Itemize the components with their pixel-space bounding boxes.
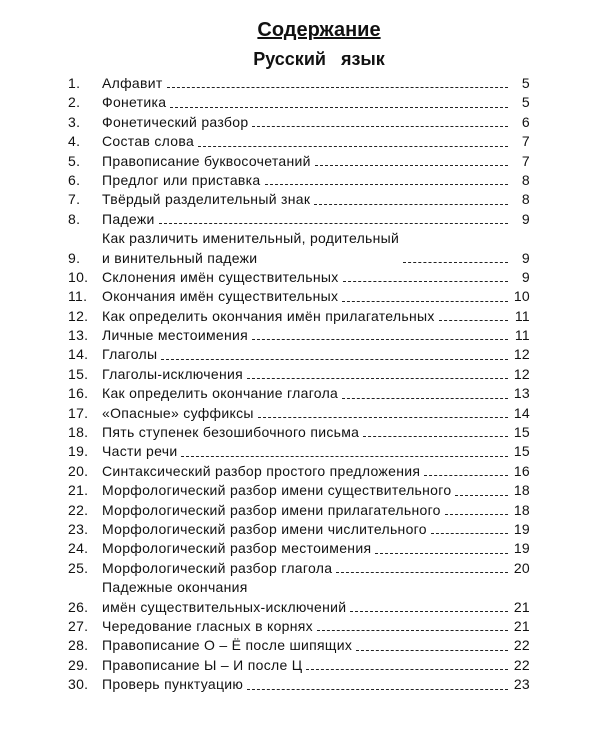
leader-line (315, 165, 508, 166)
toc-entry-body (102, 171, 530, 190)
toc-entry-title (102, 152, 311, 171)
toc-list (68, 74, 530, 695)
toc-entry-body (102, 481, 530, 500)
toc-entry-title-line: Окончания имён существительных (102, 288, 339, 305)
toc-entry-title (102, 132, 194, 151)
toc-entry-number: 9. (68, 249, 81, 266)
toc-entry-number: 6. (68, 171, 81, 188)
leader-line (167, 87, 508, 88)
toc-entry-body (102, 578, 530, 617)
toc-entry-title-line: Правописание буквосочетаний (102, 152, 311, 169)
toc-entry-body (102, 268, 530, 287)
leader-line (363, 436, 508, 437)
toc-entry-title-line: «Опасные» суффиксы (102, 404, 254, 421)
toc-entry-number: 5. (68, 152, 81, 169)
toc-entry-page-number: 11 (514, 327, 530, 344)
toc-entry-title (102, 268, 339, 287)
toc-entry-title (102, 229, 399, 268)
toc-entry-title-line: Падежи (102, 210, 155, 227)
toc-entry-title-line: Предлог или приставка (102, 171, 261, 188)
toc-entry-title-line: Фонетический разбор (102, 113, 249, 130)
toc-entry-title-line: Пять ступенек безошибочного письма (102, 424, 360, 441)
toc-entry-title-line: Как определить окончание глагола (102, 385, 339, 402)
leader-line (455, 495, 508, 496)
toc-entry-title (102, 287, 338, 306)
toc-entry-body (102, 423, 530, 442)
toc-entry-number: 10. (68, 268, 89, 285)
toc-entry-title (102, 520, 427, 539)
leader-line (170, 107, 508, 108)
toc-entry-title (102, 326, 248, 345)
toc-entry-title-line: Правописание Ы – И после Ц (102, 656, 303, 673)
toc-entry-number: 30. (68, 676, 89, 693)
toc-entry (68, 636, 530, 655)
toc-entry-page-number: 18 (513, 482, 530, 499)
toc-entry-body (102, 152, 530, 171)
toc-entry-body (102, 132, 530, 151)
toc-entry-title-line: Глаголы-исключения (102, 365, 243, 382)
toc-entry (68, 384, 530, 403)
toc-entry-page-number: 23 (513, 676, 530, 693)
toc-entry-title-line: Морфологический разбор имени прилагательного (102, 501, 441, 518)
toc-entry (68, 656, 530, 675)
leader-line (317, 630, 508, 631)
toc-entry-number: 25. (68, 559, 89, 576)
toc-entry-number: 1. (68, 74, 81, 91)
leader-line (336, 572, 508, 573)
toc-entry-title (102, 617, 313, 636)
toc-entry-number: 23. (68, 520, 89, 537)
toc-entry-title (102, 345, 157, 364)
toc-entry-body (102, 539, 530, 558)
toc-entry-title-line: Глаголы (102, 346, 158, 363)
toc-entry-body (102, 656, 530, 675)
toc-entry-page-number: 14 (513, 404, 530, 421)
toc-entry-page-number: 16 (513, 462, 530, 479)
toc-entry-body (102, 462, 530, 481)
toc-entry-page-number: 9 (521, 268, 530, 285)
toc-entry-title-line: Морфологический разбор глагола (102, 559, 333, 576)
toc-entry-title-line: Падежные окончания (102, 579, 248, 596)
toc-entry-page-number: 5 (521, 74, 530, 91)
toc-entry-body (102, 404, 530, 423)
toc-entry (68, 578, 530, 617)
toc-entry-number: 17. (68, 404, 89, 421)
toc-entry-body (102, 210, 530, 229)
toc-entry (68, 190, 530, 209)
leader-line (356, 650, 508, 651)
toc-entry-title (102, 404, 254, 423)
toc-entry (68, 520, 530, 539)
toc-entry-title-line: Синтаксический разбор простого предложения (102, 462, 421, 479)
toc-entry-body (102, 501, 530, 520)
toc-entry-title-line: Правописание О – Ё после шипящих (102, 637, 353, 654)
leader-line (247, 689, 508, 690)
toc-entry-title-line: Склонения имён существительных (102, 268, 339, 285)
page-title: Содержание (257, 19, 381, 41)
toc-entry-number: 4. (68, 133, 81, 150)
toc-entry-number: 15. (68, 365, 89, 382)
toc-entry (68, 132, 530, 151)
toc-entry-body (102, 326, 530, 345)
toc-entry-number: 18. (68, 424, 89, 441)
leader-line (306, 669, 508, 670)
leader-line (445, 514, 508, 515)
toc-entry-title-line: Твёрдый разделительный знак (102, 191, 311, 208)
toc-entry-title-line: Состав слова (102, 133, 195, 150)
toc-entry-number: 24. (68, 540, 89, 557)
leader-line (342, 398, 508, 399)
toc-entry-title (102, 93, 166, 112)
leader-line (431, 533, 508, 534)
toc-entry-title (102, 113, 248, 132)
toc-entry-title-line: Чередование гласных в корнях (102, 617, 313, 634)
toc-entry-title (102, 384, 338, 403)
toc-entry (68, 287, 530, 306)
toc-entry-page-number: 9 (521, 249, 530, 266)
toc-entry-title-line: Фонетика (102, 94, 167, 111)
toc-entry-number: 8. (68, 210, 81, 227)
toc-entry-body (102, 636, 530, 655)
toc-entry-number: 2. (68, 94, 81, 111)
toc-entry-body (102, 384, 530, 403)
toc-entry-title (102, 656, 302, 675)
toc-entry-page-number: 10 (513, 288, 530, 305)
leader-line (198, 146, 508, 147)
toc-entry-page-number: 8 (521, 191, 530, 208)
toc-entry-title-line: Личные местоимения (102, 327, 248, 344)
toc-entry-number: 28. (68, 637, 89, 654)
toc-entry (68, 326, 530, 345)
leader-line (252, 339, 508, 340)
toc-entry (68, 93, 530, 112)
leader-line (314, 204, 508, 205)
toc-entry (68, 675, 530, 694)
toc-entry-body (102, 74, 530, 93)
toc-entry-body (102, 229, 530, 268)
toc-entry-body (102, 365, 530, 384)
toc-entry-title-line: Морфологический разбор имени числительного (102, 520, 427, 537)
section-subtitle: Русский язык (253, 49, 385, 69)
toc-entry-page-number: 15 (513, 443, 530, 460)
toc-entry-number: 27. (68, 617, 89, 634)
toc-entry-number: 7. (68, 191, 81, 208)
toc-entry-title (102, 559, 332, 578)
toc-entry (68, 404, 530, 423)
toc-entry-body (102, 520, 530, 539)
toc-entry-title (102, 74, 163, 93)
toc-entry-body (102, 559, 530, 578)
toc-entry-title-line: Части речи (102, 443, 178, 460)
toc-entry-body (102, 113, 530, 132)
toc-entry-page-number: 6 (521, 113, 530, 130)
leader-line (252, 126, 508, 127)
toc-entry-title (102, 423, 359, 442)
toc-entry-page-number: 12 (513, 365, 530, 382)
toc-entry (68, 559, 530, 578)
toc-entry-number: 12. (68, 307, 89, 324)
toc-entry-body (102, 617, 530, 636)
toc-entry (68, 617, 530, 636)
toc-entry-page-number: 11 (514, 307, 530, 324)
toc-entry-title (102, 539, 371, 558)
toc-entry (68, 152, 530, 171)
toc-entry (68, 307, 530, 326)
toc-entry (68, 210, 530, 229)
leader-line (439, 320, 508, 321)
leader-line (375, 553, 508, 554)
leader-line (343, 281, 508, 282)
toc-entry-page-number: 19 (513, 540, 530, 557)
toc-entry-title-line: Как различить именительный, родительный (102, 230, 400, 247)
toc-entry-title (102, 190, 310, 209)
toc-entry-page-number: 21 (513, 598, 530, 615)
leader-line (265, 184, 509, 185)
toc-entry (68, 442, 530, 461)
toc-entry-number: 20. (68, 462, 89, 479)
toc-entry-body (102, 345, 530, 364)
toc-entry-page-number: 18 (513, 501, 530, 518)
toc-entry-title (102, 481, 451, 500)
leader-line (159, 223, 508, 224)
toc-entry (68, 74, 530, 93)
toc-entry-body (102, 93, 530, 112)
toc-entry-title (102, 675, 243, 694)
toc-entry-number: 21. (68, 482, 89, 499)
toc-entry-title-line: Проверь пунктуацию (102, 676, 244, 693)
toc-entry-page-number: 7 (521, 133, 530, 150)
toc-entry-number: 16. (68, 385, 89, 402)
toc-entry-number: 19. (68, 443, 89, 460)
toc-entry-page-number: 8 (521, 171, 530, 188)
toc-entry (68, 462, 530, 481)
toc-entry-title-line: Морфологический разбор имени существительного (102, 482, 452, 499)
toc-entry-body (102, 307, 530, 326)
toc-entry-title (102, 578, 346, 617)
toc-entry-title (102, 365, 243, 384)
toc-entry-title (102, 210, 155, 229)
toc-entry (68, 171, 530, 190)
toc-entry (68, 481, 530, 500)
toc-entry (68, 365, 530, 384)
toc-entry-page-number: 20 (513, 559, 530, 576)
toc-entry-title (102, 171, 261, 190)
toc-entry-page-number: 7 (521, 152, 530, 169)
toc-entry (68, 345, 530, 364)
toc-entry-page-number: 5 (521, 94, 530, 111)
toc-entry-number: 26. (68, 598, 89, 615)
leader-line (342, 301, 508, 302)
toc-entry (68, 113, 530, 132)
leader-line (247, 378, 508, 379)
toc-entry-title-line: и винительный падежи (102, 249, 258, 266)
toc-entry-title-line: Алфавит (102, 74, 163, 91)
toc-entry-title (102, 442, 177, 461)
toc-entry-body (102, 675, 530, 694)
toc-entry-page-number: 12 (513, 346, 530, 363)
toc-entry-body (102, 287, 530, 306)
toc-entry (68, 229, 530, 268)
toc-entry-title-line: Как определить окончания имён прилагательных (102, 307, 435, 324)
leader-line (403, 262, 508, 263)
leader-line (181, 456, 508, 457)
toc-entry-title (102, 307, 435, 326)
toc-entry-page-number: 22 (513, 656, 530, 673)
toc-entry-body (102, 442, 530, 461)
toc-entry-number: 13. (68, 327, 89, 344)
toc-entry-page-number: 15 (513, 424, 530, 441)
toc-entry-body (102, 190, 530, 209)
toc-entry-number: 14. (68, 346, 89, 363)
toc-entry (68, 501, 530, 520)
toc-entry-title (102, 462, 420, 481)
toc-entry (68, 423, 530, 442)
toc-entry-title (102, 636, 352, 655)
leader-line (258, 417, 508, 418)
leader-line (424, 475, 508, 476)
toc-entry-number: 11. (68, 288, 88, 305)
toc-entry-page-number: 21 (513, 617, 530, 634)
toc-entry (68, 539, 530, 558)
toc-entry-number: 22. (68, 501, 89, 518)
toc-entry-number: 29. (68, 656, 89, 673)
toc-entry-title-line: имён существительных-исключений (102, 598, 347, 615)
toc-entry (68, 268, 530, 287)
toc-entry-page-number: 22 (513, 637, 530, 654)
leader-line (350, 611, 508, 612)
toc-entry-number: 3. (68, 113, 81, 130)
toc-entry-page-number: 9 (521, 210, 530, 227)
leader-line (161, 359, 508, 360)
toc-entry-title (102, 501, 441, 520)
toc-entry-page-number: 19 (513, 520, 530, 537)
toc-entry-title-line: Морфологический разбор местоимения (102, 540, 372, 557)
toc-entry-page-number: 13 (513, 385, 530, 402)
